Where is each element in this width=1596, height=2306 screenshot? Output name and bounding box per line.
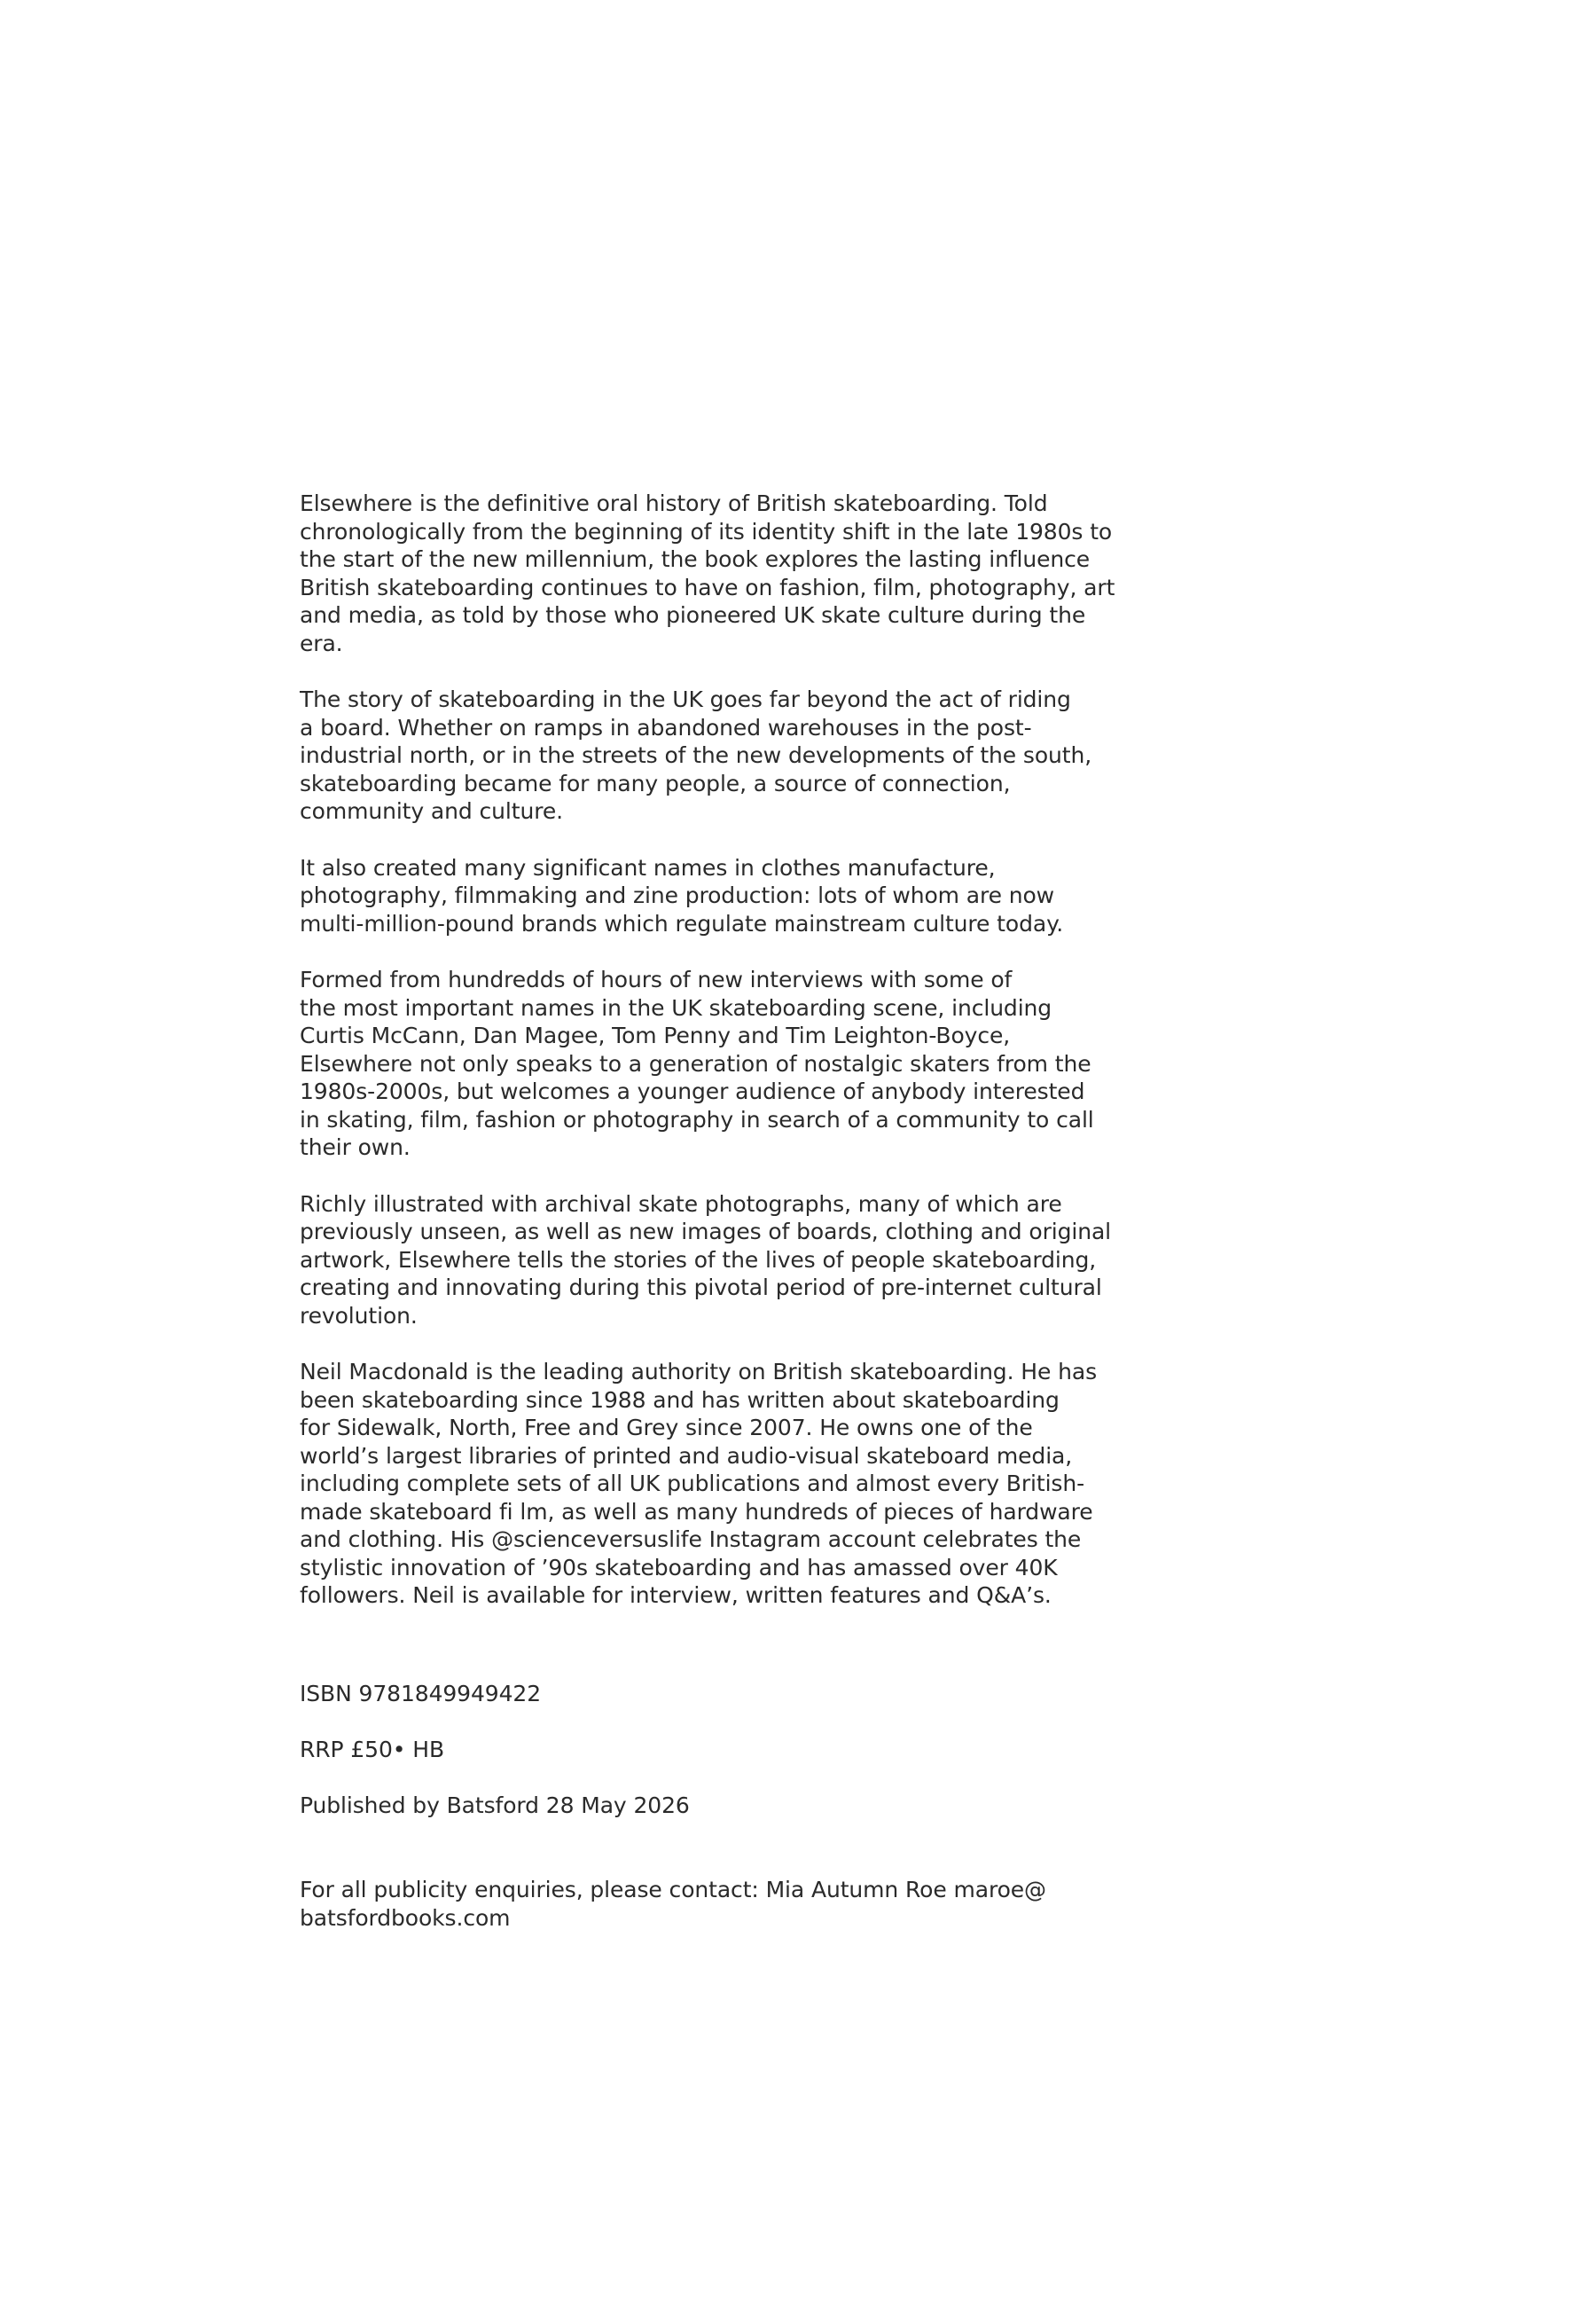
- rrp-line: RRP £50• HB: [300, 1737, 445, 1762]
- interviews-paragraph: Formed from hundredds of hours of new interviews with some of the most important names in the UK skateboarding scene, including Curtis McCann, Dan Magee, Tom Penny and Tim Leighton-Boyce, Elsewhere not only speaks to a generation of nostalgic skaters from the 1980s-2000s, but welcomes a younger audience of anybody interested in skating, film, fashion or photography in search of a community to call their own.: [300, 967, 1094, 1160]
- illustrations-paragraph: Richly illustrated with archival skate photographs, many of which are previously unseen, as well as new images of boards, clothing and original artwork, Elsewhere tells the stories of the lives of people skateboarding, creating and innovating during this pivotal period of pre-internet cultural revolution.: [300, 1190, 1112, 1329]
- isbn-line: ISBN 9781849949422: [300, 1681, 542, 1706]
- publication-line: Published by Batsford 28 May 2026: [300, 1792, 690, 1818]
- story-paragraph: The story of skateboarding in the UK goes far beyond the act of riding a board. Whether on ramps in abandoned warehouses in the post- industrial north, or in the streets of the new developments of the south, skateboarding became for many people, a source of connection, community and culture.: [300, 686, 1092, 824]
- book-details: [300, 1652, 1186, 1848]
- legacy-paragraph: It also created many significant names in clothes manufacture, photography, filmmaking and zine production: lots of whom are now multi-million-pound brands which regulate mainstream culture today.: [300, 854, 1064, 937]
- publicity-contact: For all publicity enquiries, please contact: Mia Autumn Roe maroe@ batsfordbooks.com: [300, 1877, 1046, 1931]
- press-release-body: [300, 490, 1186, 1960]
- author-bio: Neil Macdonald is the leading authority on British skateboarding. He has been skateboarding since 1988 and has written about skateboarding for Sidewalk, North, Free and Grey since 2007. He owns one of the world’s largest libraries of printed and audio-visual skateboard media, including complete sets of all UK publications and almost every British- made skateboard fi lm, as well as many hundreds of pieces of hardware and clothing. His @scienceversuslife Instagram account celebrates the stylistic innovation of ’90s skateboarding and has amassed over 40K followers. Neil is available for interview, written features and Q&A’s.: [300, 1359, 1097, 1608]
- intro-paragraph: Elsewhere is the definitive oral history of British skateboarding. Told chronologically from the beginning of its identity shift in the late 1980s to the start of the new millennium, the book explores the lasting influence British skateboarding continues to have on fashion, film, photography, art and media, as told by those who pioneered UK skate culture during the era.: [300, 490, 1115, 656]
